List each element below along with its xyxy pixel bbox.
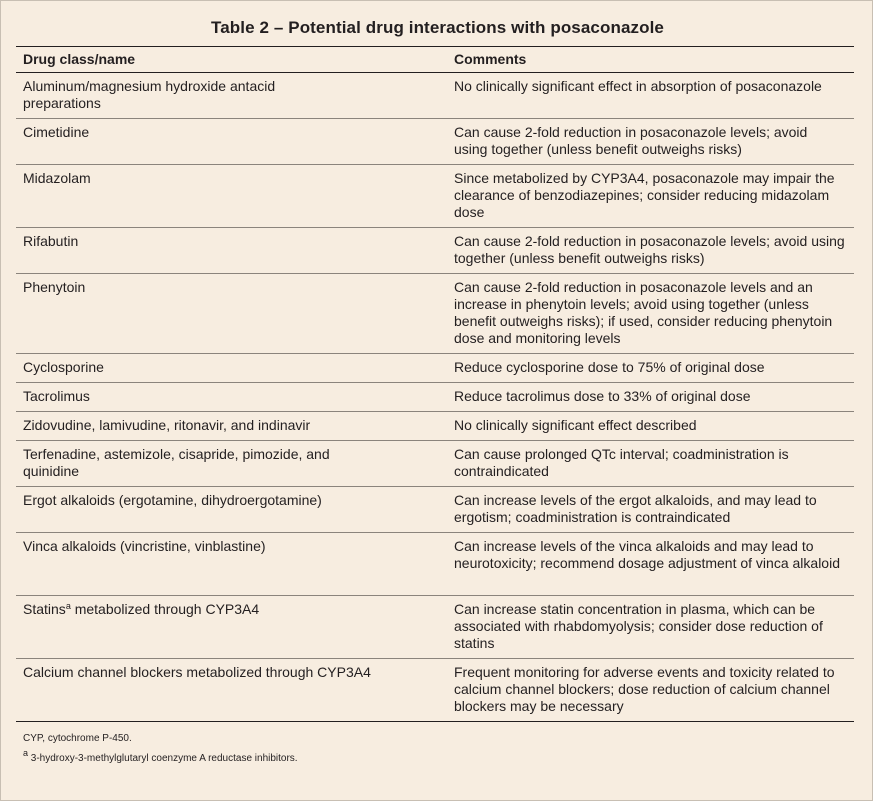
footnote-marker: a [23, 748, 29, 758]
drug-name-rest: metabolized through CYP3A4 [70, 601, 260, 617]
footnote-abbreviation: CYP, cytochrome P-450. [23, 733, 132, 744]
comment-cell: Frequent monitoring for adverse events and toxicity related to calcium channel blockers; dose reduction of calcium channel blockers may be necessary [454, 664, 835, 714]
drug-cell: Midazolam [23, 170, 91, 186]
comment-cell: Can increase statin concentration in plasma, which can be associated with rhabdomyolysis; consider dose reduction of statins [454, 601, 823, 651]
comment-cell: Can cause prolonged QTc interval; coadministration is contraindicated [454, 446, 789, 479]
drug-cell: Tacrolimus [23, 388, 90, 404]
table-row [16, 274, 854, 354]
drug-cell: Aluminum/magnesium hydroxide antacid preparations [23, 78, 276, 111]
drug-cell: Phenytoin [23, 279, 86, 295]
drug-cell: Zidovudine, lamivudine, ritonavir, and indinavir [23, 417, 311, 433]
drug-cell: Rifabutin [23, 233, 79, 249]
comment-cell: Reduce cyclosporine dose to 75% of original dose [454, 359, 765, 375]
drug-name: Statins [23, 601, 66, 617]
table-title: Table 2 – Potential drug interactions with posaconazole [211, 18, 664, 37]
comment-cell: Can cause 2-fold reduction in posaconazole levels and an increase in phenytoin levels; avoid using together (unless benefit outweighs risks); if used, consider reducing phenytoin dose and monitoring levels [454, 279, 833, 346]
table-row [16, 441, 854, 487]
comment-cell: Can cause 2-fold reduction in posaconazole levels; avoid using together (unless benefit outweighs risks) [454, 233, 845, 266]
drug-cell: Vinca alkaloids (vincristine, vinblastine) [23, 538, 266, 554]
table-row [16, 228, 854, 274]
drug-cell: Terfenadine, astemizole, cisapride, pimozide, and quinidine [23, 446, 330, 479]
comment-cell: Since metabolized by CYP3A4, posaconazole may impair the clearance of benzodiazepines; consider reducing midazolam dose [454, 170, 835, 220]
footnote-a [23, 748, 298, 764]
footnote-a-text: 3-hydroxy-3-methylglutaryl coenzyme A reductase inhibitors. [28, 753, 298, 764]
table-row [16, 487, 854, 533]
drug-cell: Cyclosporine [23, 359, 104, 375]
table-row [16, 73, 854, 119]
table-row [16, 383, 854, 412]
footnote-marker: a [65, 601, 71, 611]
table-body [16, 73, 854, 722]
table-row [16, 119, 854, 165]
table-row [16, 533, 854, 596]
comment-cell: No clinically significant effect described [454, 417, 697, 433]
table-row [16, 165, 854, 228]
comment-cell: Reduce tacrolimus dose to 33% of original dose [454, 388, 751, 404]
comment-cell: No clinically significant effect in absorption of posaconazole [454, 78, 822, 94]
comment-cell: Can increase levels of the ergot alkaloids, and may lead to ergotism; coadministration is contraindicated [454, 492, 817, 525]
table-header [16, 46, 854, 73]
header-comments: Comments [454, 51, 527, 67]
drug-cell [23, 601, 433, 620]
table-row [16, 354, 854, 383]
table-row [16, 596, 854, 659]
comment-cell: Can increase levels of the vinca alkaloids and may lead to neurotoxicity; recommend dosage adjustment of vinca alkaloid [454, 538, 840, 571]
drug-cell: Ergot alkaloids (ergotamine, dihydroergotamine) [23, 492, 322, 508]
header-drug-class: Drug class/name [23, 51, 136, 67]
drug-cell: Cimetidine [23, 124, 90, 140]
drug-cell: Calcium channel blockers metabolized through CYP3A4 [23, 664, 371, 680]
comment-cell: Can cause 2-fold reduction in posaconazole levels; avoid using together (unless benefit outweighs risks) [454, 124, 808, 157]
table-row [16, 659, 854, 722]
table-row [16, 412, 854, 441]
